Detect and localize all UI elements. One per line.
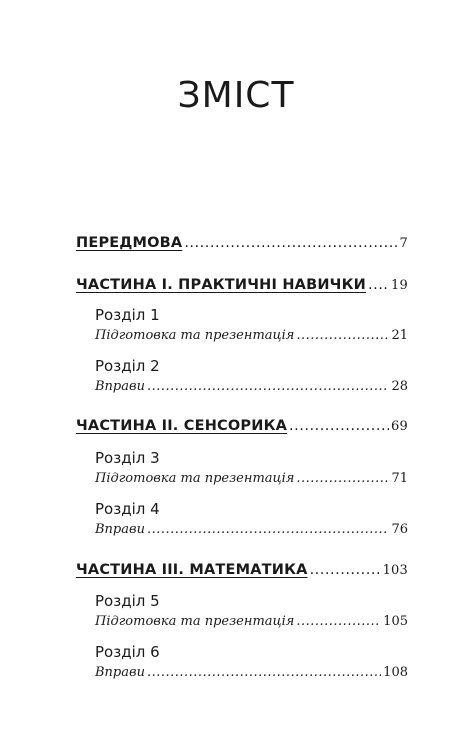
toc-part-3-label: ЧАСТИНА ІІІ. МАТЕМАТИКА [76,562,308,578]
toc-part-1-page: 19 [391,278,408,293]
toc-leader-dots [147,379,390,394]
toc-entry-chapter-5[interactable] [95,614,408,629]
toc-entry-chapter-3[interactable] [95,471,408,486]
toc-part-2-label: ЧАСТИНА ІІ. СЕНСОРИКА [76,418,288,434]
toc-chapter-6-page: 108 [383,665,408,680]
toc-leader-dots [289,418,389,434]
toc-chapter-2-page: 28 [391,379,408,394]
toc-part-3-page: 103 [382,563,408,578]
toc-leader-dots [310,562,381,578]
toc-chapter-4-label: Вправи [95,522,145,537]
toc-section-5: Розділ 5 [95,592,160,610]
toc-leader-dots [147,665,381,680]
toc-chapter-6-label: Вправи [95,665,145,680]
toc-leader-dots [184,235,397,251]
toc-leader-dots [296,328,389,343]
toc-entry-chapter-6[interactable] [95,665,408,680]
toc-leader-dots [147,522,390,537]
toc-leader-dots [296,471,389,486]
toc-chapter-3-page: 71 [391,471,408,486]
toc-section-6: Розділ 6 [95,643,160,661]
toc-chapter-3-label: Підготовка та презентація [95,471,295,486]
toc-leader-dots [296,614,381,629]
toc-entry-part-2[interactable] [76,418,408,434]
toc-entry-part-3[interactable] [76,562,408,578]
toc-section-4: Розділ 4 [95,500,160,518]
toc-preface-page: 7 [399,236,408,251]
toc-chapter-2-label: Вправи [95,379,145,394]
toc-chapter-1-page: 21 [391,328,408,343]
toc-section-2: Розділ 2 [95,357,160,375]
toc-chapter-4-page: 76 [391,522,408,537]
toc-entry-chapter-4[interactable] [95,522,408,537]
toc-part-2-page: 69 [391,419,408,434]
toc-entry-part-1[interactable] [76,277,408,293]
toc-entry-chapter-1[interactable] [95,328,408,343]
page-title: ЗМІСТ [177,75,295,116]
toc-chapter-5-page: 105 [383,614,408,629]
toc-entry-preface[interactable] [76,235,408,251]
toc-section-1: Розділ 1 [95,306,160,324]
toc-section-3: Розділ 3 [95,449,160,467]
toc-leader-dots [368,277,389,293]
toc-entry-chapter-2[interactable] [95,379,408,394]
toc-chapter-5-label: Підготовка та презентація [95,614,295,629]
toc-chapter-1-label: Підготовка та презентація [95,328,295,343]
toc-preface-label: ПЕРЕДМОВА [76,235,183,251]
toc-part-1-label: ЧАСТИНА І. ПРАКТИЧНІ НАВИЧКИ [76,277,366,293]
